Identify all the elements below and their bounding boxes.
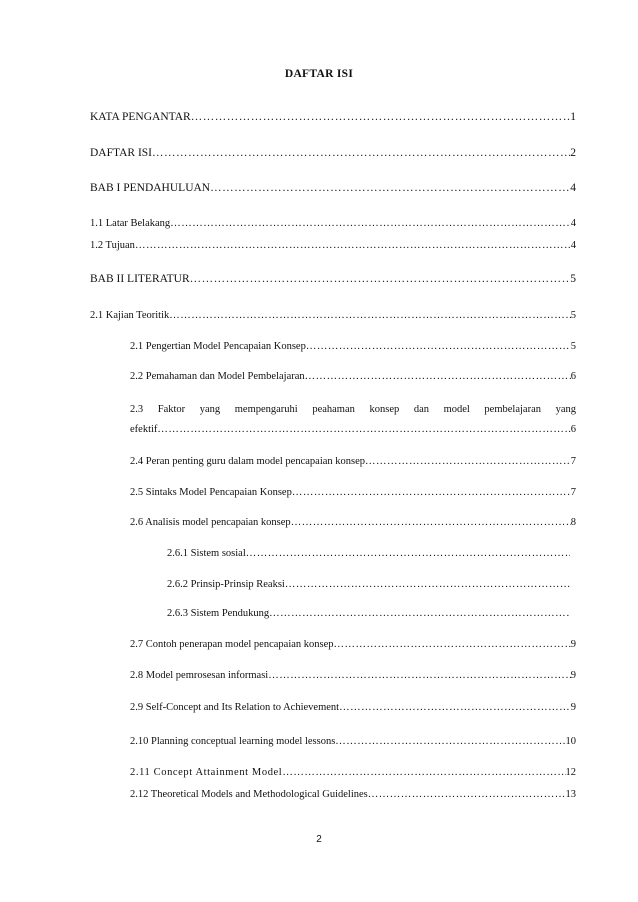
toc-entry-2-6 bbox=[130, 517, 576, 528]
toc-label: 2.9 Self-Concept and Its Relation to Achievement bbox=[130, 702, 340, 713]
toc-leader bbox=[306, 341, 571, 352]
toc-entry-bab-1 bbox=[90, 182, 576, 194]
toc-label: 2.2 Pemahaman dan Model Pembelajaran bbox=[130, 371, 305, 382]
toc-page: 10 bbox=[565, 736, 576, 747]
toc-page: 9 bbox=[570, 670, 576, 681]
toc-page: 1 bbox=[570, 111, 576, 123]
toc-label: 2.7 Contoh penerapan model pencapaian konsep bbox=[130, 639, 334, 650]
toc-label: 2.6.1 Sistem sosial bbox=[167, 548, 246, 559]
toc-leader bbox=[305, 371, 571, 382]
toc-page: 5 bbox=[570, 310, 576, 321]
page-number: 2 bbox=[316, 834, 322, 845]
toc-entry-2-6-3 bbox=[167, 608, 570, 619]
toc-page: 5 bbox=[570, 341, 576, 352]
toc-leader bbox=[335, 736, 565, 747]
toc-leader bbox=[157, 424, 570, 435]
toc-leader bbox=[291, 517, 571, 528]
toc-label: BAB II LITERATUR bbox=[90, 273, 190, 285]
toc-label: 2.10 Planning conceptual learning model lessons bbox=[130, 736, 336, 747]
toc-leader bbox=[169, 310, 570, 321]
toc-label: 2.1 Kajian Teoritik bbox=[90, 310, 170, 321]
toc-label: 2.8 Model pemrosesan informasi bbox=[130, 670, 269, 681]
toc-entry-2-5 bbox=[130, 487, 576, 498]
toc-label: 2.5 Sintaks Model Pencapaian Konsep bbox=[130, 487, 292, 498]
toc-page: 4 bbox=[570, 182, 576, 194]
toc-page: 2 bbox=[570, 147, 576, 159]
toc-entry-2-6-1 bbox=[167, 548, 570, 559]
toc-entry-2-1-pengertian bbox=[130, 341, 576, 352]
toc-label: 2.1 Pengertian Model Pencapaian Konsep bbox=[130, 341, 306, 352]
toc-entry-2-8 bbox=[130, 670, 576, 681]
toc-page: 13 bbox=[565, 789, 576, 800]
toc-entry-1-1 bbox=[90, 218, 576, 229]
toc-entry-2-12 bbox=[130, 789, 576, 800]
toc-leader bbox=[365, 456, 571, 467]
toc-leader bbox=[285, 579, 570, 590]
toc-entry-2-4 bbox=[130, 456, 576, 467]
toc-leader bbox=[191, 111, 571, 123]
toc-leader bbox=[269, 608, 570, 619]
toc-entry-2-2 bbox=[130, 371, 576, 382]
toc-leader bbox=[334, 639, 571, 650]
toc-label: 2.6.3 Sistem Pendukung bbox=[167, 608, 270, 619]
toc-page: 6 bbox=[570, 371, 576, 382]
toc-leader bbox=[135, 240, 571, 251]
toc-leader bbox=[170, 218, 571, 229]
toc-entry-2-9 bbox=[130, 702, 576, 713]
toc-page: 7 bbox=[570, 456, 576, 467]
toc-label: efektif bbox=[130, 424, 158, 435]
toc-leader bbox=[268, 670, 571, 681]
toc-leader bbox=[292, 487, 571, 498]
toc-leader bbox=[339, 702, 571, 713]
toc-entry-2-3-line1: 2.3 Faktor yang mempengaruhi peahaman konsep dan model pembelajaran yang bbox=[130, 404, 576, 415]
toc-page: 8 bbox=[570, 517, 576, 528]
toc-label: BAB I PENDAHULUAN bbox=[90, 182, 211, 194]
toc-entry-1-2 bbox=[90, 240, 576, 251]
toc-label: 2.11 Concept Attainment Model bbox=[130, 767, 283, 778]
toc-label: 2.6 Analisis model pencapaian konsep bbox=[130, 517, 291, 528]
toc-label: KATA PENGANTAR bbox=[90, 111, 191, 123]
toc-page: 4 bbox=[570, 218, 576, 229]
toc-entry-2-1-kajian bbox=[90, 310, 576, 321]
toc-page: 12 bbox=[565, 767, 576, 778]
toc-page: 9 bbox=[570, 702, 576, 713]
toc-entry-bab-2 bbox=[90, 273, 576, 285]
toc-label: 2.6.2 Prinsip-Prinsip Reaksi bbox=[167, 579, 285, 590]
toc-leader bbox=[152, 147, 570, 159]
toc-page: 9 bbox=[570, 639, 576, 650]
toc-entry-2-6-2 bbox=[167, 579, 570, 590]
toc-label: 1.2 Tujuan bbox=[90, 240, 135, 251]
toc-page: 5 bbox=[570, 273, 576, 285]
toc-label: 1.1 Latar Belakang bbox=[90, 218, 171, 229]
toc-entry-2-3 bbox=[130, 424, 576, 435]
toc-label: 2.4 Peran penting guru dalam model pencapaian konsep bbox=[130, 456, 366, 467]
toc-leader bbox=[210, 182, 570, 194]
toc-entry-2-10 bbox=[130, 736, 576, 747]
toc-page: 6 bbox=[570, 424, 576, 435]
toc-leader bbox=[190, 273, 571, 285]
toc-title: DAFTAR ISI bbox=[284, 68, 354, 80]
toc-entry-kata-pengantar bbox=[90, 111, 576, 123]
toc-leader bbox=[368, 789, 566, 800]
toc-entry-2-7 bbox=[130, 639, 576, 650]
toc-leader bbox=[246, 548, 570, 559]
toc-page: 4 bbox=[570, 240, 576, 251]
toc-entry-2-11 bbox=[130, 767, 576, 778]
toc-label: DAFTAR ISI bbox=[90, 147, 153, 159]
toc-entry-daftar-isi bbox=[90, 147, 576, 159]
toc-page: 7 bbox=[570, 487, 576, 498]
toc-leader bbox=[282, 767, 565, 778]
toc-label: 2.12 Theoretical Models and Methodological Guidelines bbox=[130, 789, 368, 800]
